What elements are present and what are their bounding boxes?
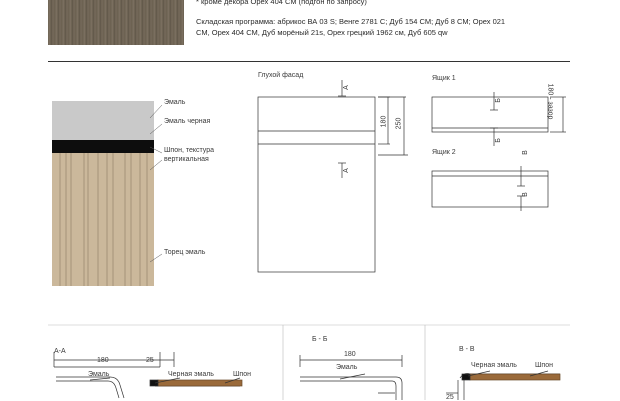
facade-title: Глухой фасад [258, 72, 304, 79]
section-v-black-enamel: Черная эмаль [471, 362, 517, 369]
section-a-dim-180: 180 [97, 357, 109, 364]
section-b-enamel: Эмаль [336, 364, 358, 371]
drawer-2-title: Ящик 2 [432, 149, 456, 156]
section-v-v-drawing [446, 371, 560, 400]
section-a-enamel: Эмаль [88, 371, 110, 378]
blind-facade-drawing [258, 80, 408, 272]
decor-note: * кроме декора Орех 404 СМ (подгон по запросу) [196, 0, 367, 6]
drawer-1-section-mark-bottom: Б [494, 138, 502, 143]
layer-sample [52, 101, 162, 286]
section-v-veneer: Шпон [535, 362, 553, 369]
drawer-2-section-mark-top: В [521, 150, 529, 155]
drawer-1-section-mark-top: Б [494, 98, 502, 103]
label-enamel: Эмаль [164, 99, 186, 106]
veneer-layer [52, 153, 154, 286]
section-a-dim-25: 25 [146, 357, 154, 364]
drawer-1-title: Ящик 1 [432, 75, 456, 82]
drawer-2-drawing [432, 166, 548, 211]
enamel-layer [52, 101, 154, 140]
section-b-title: Б - Б [312, 336, 328, 343]
label-black-enamel: Эмаль черная [164, 118, 211, 125]
facade-section-mark-bottom: А [342, 168, 350, 173]
facade-dim-180: 180 [380, 115, 388, 128]
stock-program-line-2: СМ, Орех 404 СМ, Дуб морёный 21s, Орех грецкий 1962 см, Дуб 605 qw [196, 28, 448, 37]
facade-dim-250: 250 [395, 117, 403, 130]
section-b-b-drawing [300, 355, 402, 400]
stock-program-line-1: Складская программа: абрикос ВА 03 S; Венге 2781 С; Дуб 154 СМ; Дуб 8 СМ; Орех 021 [196, 17, 506, 26]
section-b-dim-180: 180 [344, 351, 356, 358]
black-enamel-layer [52, 140, 154, 153]
drawer-2-section-mark-bottom: В [521, 192, 529, 197]
section-a-black-enamel: Черная эмаль [168, 371, 214, 378]
facade-section-mark-top: А [342, 85, 350, 90]
label-edge-enamel: Торец эмаль [164, 249, 206, 256]
label-veneer-line-2: вертикальная [164, 156, 209, 163]
section-a-veneer: Шпон [233, 371, 251, 378]
section-v-dim-25: 25 [446, 394, 454, 401]
section-a-title: А-А [54, 348, 66, 355]
section-v-title: В - В [459, 346, 475, 353]
drawer-1-dim: 180 - зазор [546, 83, 554, 120]
label-veneer-line-1: Шпон, текстура [164, 147, 215, 154]
